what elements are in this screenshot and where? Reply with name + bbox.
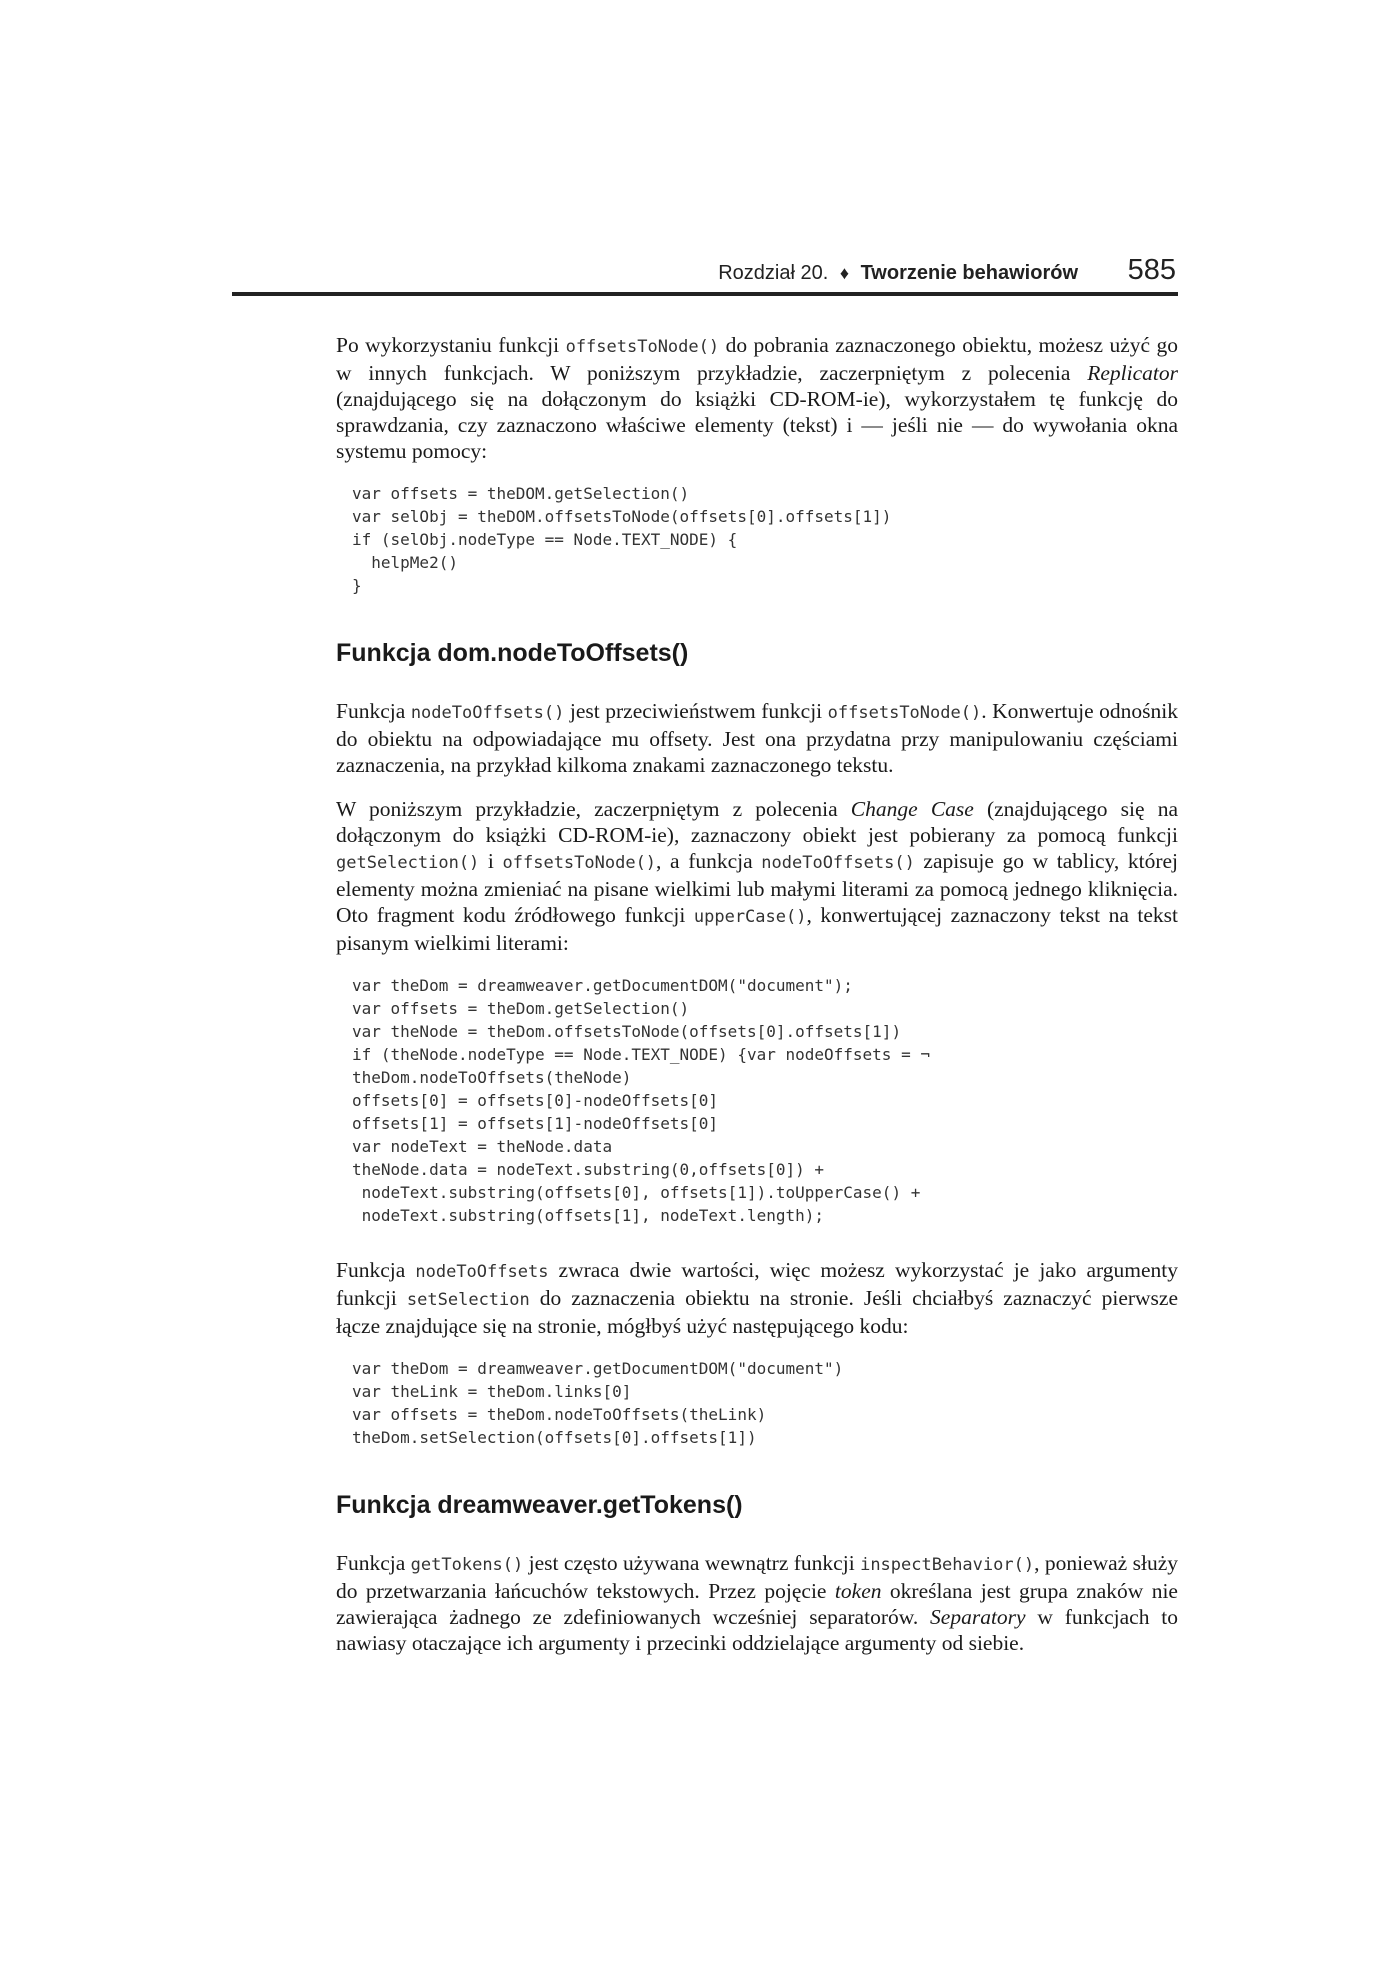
chapter-label: Rozdział 20.: [718, 262, 829, 284]
text-run: zapisuje go w tablicy, której elementy można zmieniać na pisane wielkimi lub małymi literami za pomocą jednego kliknięcia. Oto fragment kodu źródłowego funkcji: [336, 849, 1178, 927]
section-heading-get-tokens: Funkcja dreamweaver.getTokens(): [336, 1491, 743, 1519]
inline-code: inspectBehavior(): [860, 1555, 1035, 1575]
text-run: do pobrania zaznaczonego obiektu, możesz użyć go w innych funkcjach. W poniższym przykładzie, zaczerpniętym z polecenia: [336, 333, 1179, 385]
italic-term: Change Case: [850, 797, 974, 821]
inline-code: offsetsToNode(): [565, 337, 720, 357]
text-run: w funkcjach to nawiasy otaczające ich argumenty i przecinki oddzielające argumenty od siebie.: [336, 1605, 1178, 1655]
text-run: Funkcja: [336, 1258, 416, 1282]
text-run: określana jest grupa znaków nie zawierająca żadnego ze zdefiniowanych wcześniej separatorów.: [336, 1579, 1178, 1629]
inline-code: upperCase(): [693, 907, 807, 927]
code-listing-select-first-link: var theDom = dreamweaver.getDocumentDOM("document") var theLink = theDom.links[0] var offsets = theDom.nodeToOffsets(theLink) theDom.setSelection(offsets[0].offsets[1]): [352, 1359, 844, 1447]
text-run: Funkcja: [336, 1551, 411, 1575]
inline-code: nodeToOffsets: [415, 1262, 549, 1282]
text-run: , ponieważ służy do przetwarzania łańcuchów tekstowych. Przez pojęcie: [336, 1551, 1178, 1603]
inline-code: getSelection(): [336, 853, 480, 873]
inline-code: nodeToOffsets(): [761, 853, 915, 873]
text-run: Po wykorzystaniu funkcji: [336, 333, 566, 357]
italic-term: token: [834, 1579, 882, 1603]
italic-term: Separatory: [930, 1605, 1026, 1629]
text-run: do zaznaczenia obiektu na stronie. Jeśli chciałbyś zaznaczyć pierwsze łącze znajdujące się na stronie, mógłbyś użyć następującego kodu:: [336, 1286, 1178, 1338]
page-header: [232, 252, 1178, 296]
inline-code: setSelection: [406, 1290, 530, 1310]
text-run: Funkcja: [336, 699, 411, 723]
code-listing-replicator: var offsets = theDOM.getSelection() var selObj = theDOM.offsetsToNode(offsets[0].offsets[1]) if (selObj.nodeType == Node.TEXT_NODE) { helpMe2() }: [352, 484, 892, 595]
paragraph-change-case-example: [336, 796, 1178, 956]
paragraph-set-selection: [336, 1257, 1178, 1339]
page-number: 585: [1127, 254, 1176, 286]
text-run: i: [479, 849, 503, 873]
text-run: zwraca dwie wartości, więc możesz wykorzystać je jako argumenty funkcji: [336, 1258, 1178, 1310]
text-run: jest często używana wewnątrz funkcji: [523, 1551, 861, 1575]
text-run: , konwertującej zaznaczony tekst na tekst pisanym wielkimi literami:: [336, 903, 1179, 955]
text-run: jest przeciwieństwem funkcji: [564, 699, 828, 723]
running-head: [718, 262, 1078, 285]
code-listing-upper-case: var theDom = dreamweaver.getDocumentDOM("document"); var offsets = theDom.getSelection() var theNode = theDom.offsetsToNode(offsets[0].offsets[1]) if (theNode.nodeType == Node.TEXT_NODE) {var nodeOffsets = ¬ theDom.nodeToOffsets(theNode) offsets[0] = offsets[0]-nodeOffsets[0] offsets[1] = offsets[1]-nodeOffsets[0] var nodeText = theNode.data theNode.data = nodeText.substring(0,offsets[0]) + nodeText.substring(offsets[0], offsets[1]).toUpperCase() + nodeText.substring(offsets[1], nodeText.length);: [352, 976, 930, 1225]
italic-term: Replicator: [1087, 361, 1178, 385]
paragraph-get-tokens-intro: [336, 1550, 1178, 1656]
chapter-title: Tworzenie behawiorów: [860, 262, 1078, 284]
inline-code: getTokens(): [410, 1555, 524, 1575]
inline-code: offsetsToNode(): [502, 853, 657, 873]
text-run: . Konwertuje odnośnik do obiektu na odpowiadające mu offsety. Jest ona przydatna przy manipulowaniu częściami zaznaczenia, na przykład kilkoma znakami zaznaczonego tekstu.: [336, 699, 1178, 777]
text-run: (znajdującego się na dołączonym do książki CD-ROM-ie), wykorzystałem tę funkcję do sprawdzania, czy zaznaczono właściwe elementy (tekst) i — jeśli nie — do wywołania okna systemu pomocy:: [336, 387, 1178, 463]
section-heading-node-to-offsets: Funkcja dom.nodeToOffsets(): [336, 639, 689, 667]
page-body: [336, 332, 1178, 1674]
text-run: W poniższym przykładzie, zaczerpniętym z polecenia: [336, 797, 851, 821]
diamond-separator-icon: ♦: [839, 263, 849, 283]
inline-code: offsetsToNode(): [827, 703, 982, 723]
text-run: , a funkcja: [656, 849, 762, 873]
paragraph-offsets-to-node-usage: [336, 332, 1178, 464]
text-run: (znajdującego się na dołączonym do książki CD-ROM-ie), zaznaczony obiekt jest pobierany za pomocą funkcji: [336, 797, 1178, 847]
inline-code: nodeToOffsets(): [410, 703, 565, 723]
paragraph-node-to-offsets-intro: [336, 698, 1178, 778]
